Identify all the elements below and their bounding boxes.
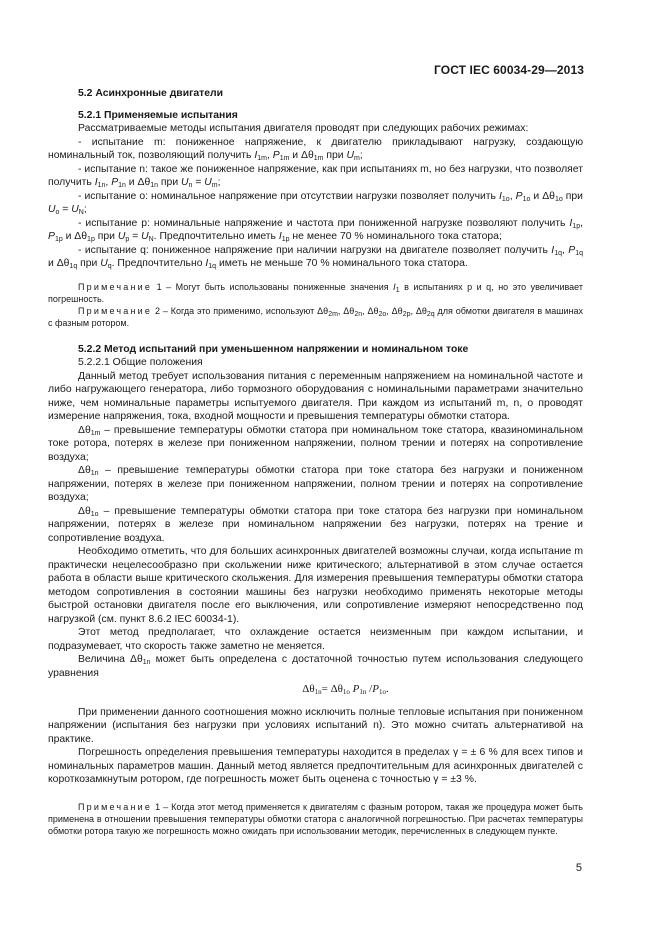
definition-theta-1m: $\Delta\theta_{1m}$ – превышение температуры обмотки статора при номинальном токе статора, квазиноминальном токе ротора, потерях в железе при пониженном напряжении, полном трении и потерях на сопротивление воздуха; (48, 424, 583, 463)
test-m-item: - испытание m: пониженное напряжение, к двигателю прикладывают нагрузку, создающую номинальный ток, позволяющий получить $I_{1m}$, $P_{1m}$ и $\Delta\theta_{1m}$ при $U_m$; (48, 136, 583, 162)
accuracy-paragraph: Погрешность определения превышения температуры находится в пределах γ = ± 6 % для всех типов и номинальных параметров машин. Данный метод является предпочтительным для асинхронных двигателей с короткозамкнутым ротором, где погрешность может быть оценена с точностью γ = ±3 %. (48, 747, 583, 785)
large-motors-paragraph: Необходимо отметить, что для больших асинхронных двигателей возможны случаи, когда испытание m практически нецелесообразно при скольжении ниже критического; альтернативой в этом случае остается работа в области выше критического скольжения. Для измерения превышения температуры обмотки статора методом сопротивления в состоянии машины без нагрузки необходимо применять некоторые методы быстрой остановки двигателя после его выключения, или сопротивление измеряют непосредственно под нагрузкой (см. пункт 8.6.2 IEC 60034-1). (48, 546, 583, 625)
page-number: 5 (575, 862, 582, 874)
note-wound-rotor: Примечание 1 – Когда этот метод применяется к двигателям с фазным ротором, такая же процедура может быть применена в отношении превышения температуры обмотки статора с аналогичной погрешностью. При расчетах температуры обмотки ротора такую же погрешность можно ожидать при использовании методик, перечисленных в следующем пункте. (48, 801, 583, 836)
cooling-paragraph: Этот метод предполагает, что охлаждение остается неизменным при каждом испытании, и подразумевает, что скорость также заметно не меняется. (48, 627, 583, 652)
section-title: 5.2 Асинхронные двигатели (78, 88, 224, 99)
subsection-title-522: 5.2.2 Метод испытаний при уменьшенном напряжении и номинальном токе (78, 343, 469, 355)
subsection-title-5221: 5.2.2.1 Общие положения (78, 357, 203, 368)
quantity-paragraph: Величина $\Delta\theta_{1n}$ может быть определена с достаточной точностью путем использования следующего уравнения (48, 654, 583, 679)
subsection-title-521: 5.2.1 Применяемые испытания (78, 109, 238, 121)
test-q-item: - испытание q: пониженное напряжение при наличии нагрузки на двигателе позволяет получить $I_{1q}$, $P_{1q}$ и $\Delta\theta_{1q}$ при $U_q$. Предпочтительно $I_{1q}$ иметь не меньше 70 % номинального тока статора. (48, 244, 583, 270)
note-2: Примечание 2 – Когда это применимо, используют $\Delta\theta_{2m}$, $\Delta\theta_{2n}$, $\Delta\theta_{2o}$, $\Delta\theta_{2p}$, $\Delta\theta_{2q}$ для обмотки двигателя в машинах с фазным ротором. (48, 305, 583, 328)
intro-paragraph: Рассматриваемые методы испытания двигателя проводят при следующих рабочих режимах: (78, 123, 529, 134)
page-content (48, 87, 583, 837)
test-n-item: - испытание n: такое же пониженное напряжение, как при испытаниях m, но без нагрузки, что позволяет получить $I_{1n}$, $P_{1n}$ и $\Delta\theta_{1n}$ при $U_n = U_m$; (48, 163, 583, 189)
definition-theta-1n: $\Delta\theta_{1n}$ – превышение температуры обмотки статора при токе статора без нагрузки и пониженном напряжении, потерях в железе при пониженном напряжении, полном трении и потерях на сопротивление воздуха; (48, 465, 583, 503)
definition-theta-1o: $\Delta\theta_{1o}$ – превышение температуры обмотки статора при токе статора без нагрузки при номинальном напряжении, потерях в железе при номинальном напряжении без нагрузки, потерях на трение и сопротивление воздуха. (48, 505, 583, 544)
formula: $\Delta\theta_{1n}= \Delta\theta_{1o}$ $P_{1n}$ $/P_{1o}$. (302, 683, 389, 696)
test-o-item: - испытание o: номинальное напряжение при отсутствии нагрузки позволяет получить $I_{1o}$, $P_{1o}$ и $\Delta\theta_{1o}$ при $U_o = U_N$; (48, 190, 583, 216)
test-p-item: - испытание p: номинальные напряжение и частота при пониженной нагрузке позволяют получить $I_{1p}$, $P_{1p}$ и $\Delta\theta_{1p}$ при $U_p = U_N$. Предпочтительно иметь $I_{1p}$ не менее 70 % номинального тока статора; (48, 217, 583, 243)
standard-header: ГОСТ IEC 60034-29—2013 (434, 63, 584, 77)
note-1: Примечание 1 – Могут быть использованы пониженные значения $I_1$ в испытаниях p и q, но это увеличивает погрешность. (48, 281, 583, 304)
application-paragraph: При применении данного соотношения можно исключить полные тепловые испытания при пониженном напряжении (испытания без нагрузки при условиях испытаний n). Это можно считать альтернативой на практике. (48, 706, 583, 745)
method-description: Данный метод требует использования питания с переменным напряжением на номинальной частоте и либо нагружающего генератора, либо тормозного оборудования с номинальными параметрами значительно ниже, чем номинальные параметры испытуемого двигателя. При каждом из испытаний m, n, o проводят измерение напряжения, тока, входной мощности и превышения температуры обмотки статора. (48, 370, 583, 422)
